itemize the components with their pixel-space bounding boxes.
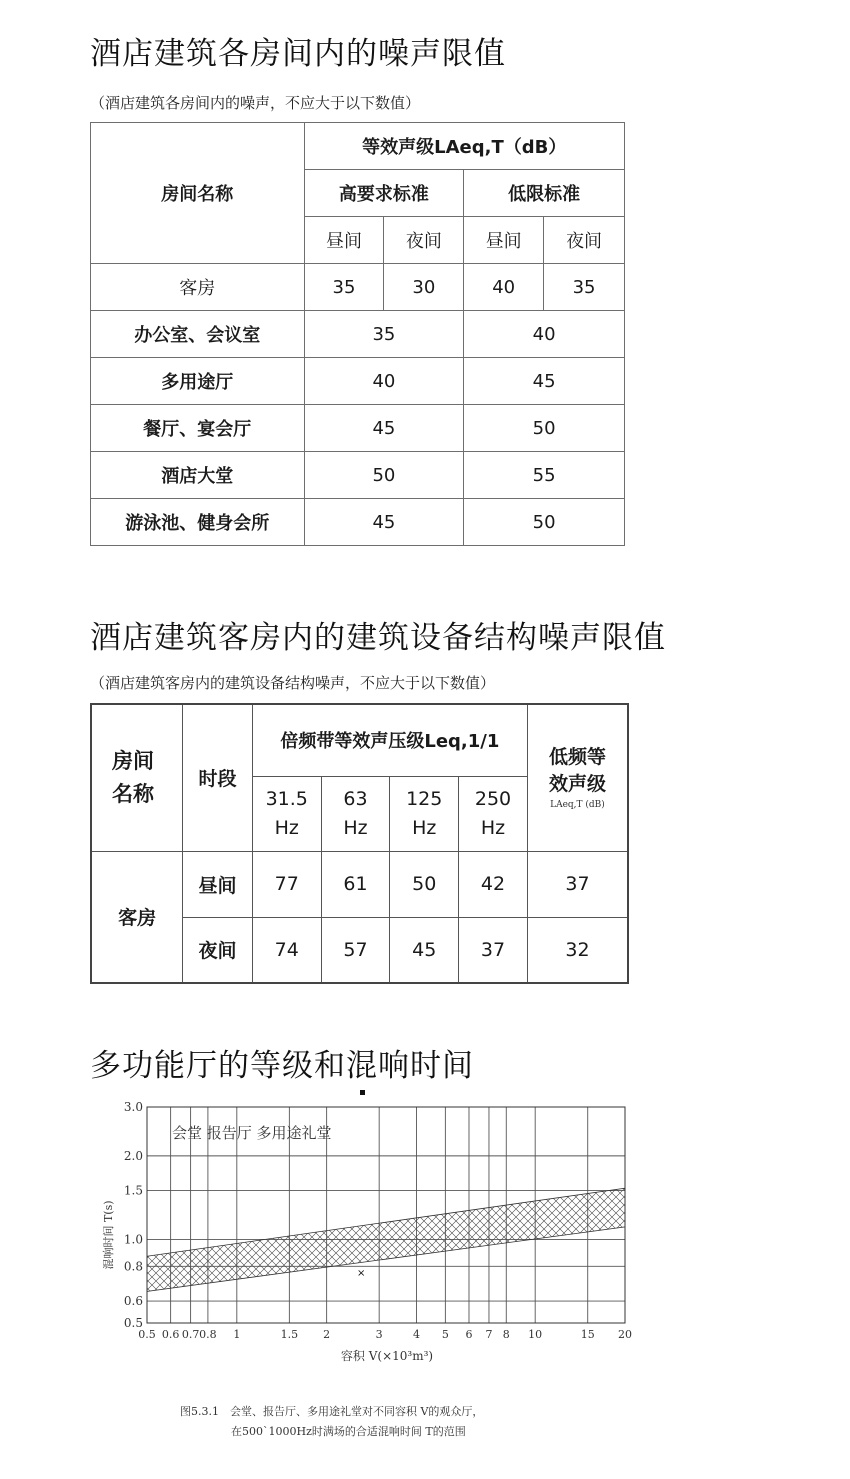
freq-header: [321, 776, 390, 851]
section1-title: 酒店建筑各房间内的噪声限值: [90, 36, 506, 72]
cell-value: 40: [464, 264, 544, 311]
y-tick-label: 0.6: [123, 1294, 143, 1309]
x-tick-label: 7: [485, 1328, 493, 1341]
cell-value: 50: [390, 851, 459, 917]
cell-value: 45: [304, 499, 464, 546]
y-tick-label: 1.0: [123, 1232, 143, 1247]
cell-value: 37: [459, 917, 528, 983]
section2-note: （酒店建筑客房内的建筑设备结构噪声，不应大于以下数值）: [90, 674, 496, 692]
cell-value: 45: [304, 405, 464, 452]
cell-value: 55: [464, 452, 625, 499]
header-night: 夜间: [384, 217, 464, 264]
freq-value: 250: [474, 787, 512, 810]
freq-value: 63: [343, 787, 368, 810]
header-night: 夜间: [544, 217, 625, 264]
header-low-frequency-line1: 低频等: [548, 745, 606, 768]
x-tick-label: 1: [233, 1328, 241, 1341]
row-name: 多用途厅: [91, 358, 305, 405]
cell-value: 50: [304, 452, 464, 499]
cell-value: 45: [464, 358, 625, 405]
header-level-group: 等效声级LAeq,T（dB）: [304, 123, 624, 170]
marker-square: [360, 1090, 365, 1095]
table-row: [91, 452, 625, 499]
section1-note: （酒店建筑各房间内的噪声，不应大于以下数值）: [90, 94, 421, 112]
header-day: 昼间: [304, 217, 384, 264]
cell-value: 30: [384, 264, 464, 311]
row-name: 酒店大堂: [91, 452, 305, 499]
cell-value: 50: [464, 405, 625, 452]
x-tick-label: 10: [528, 1328, 543, 1341]
y-tick-label: 1.5: [123, 1183, 143, 1198]
cell-value: 35: [544, 264, 625, 311]
x-tick-label: 3: [375, 1328, 383, 1341]
row-name: 游泳池、健身会所: [91, 499, 305, 546]
header-room-name-line1: 房间: [112, 748, 154, 773]
y-tick-label: 3.0: [123, 1100, 143, 1114]
x-axis-label: 容积 V(×10³m³): [340, 1349, 434, 1363]
freq-header: [252, 776, 321, 851]
y-tick-label: 0.5: [123, 1316, 143, 1330]
x-tick-label: 4: [412, 1328, 420, 1341]
cell-value: 35: [304, 311, 464, 358]
room-name: 客房: [91, 851, 183, 983]
period-label: 昼间: [183, 851, 253, 917]
x-tick-label: 6: [465, 1328, 473, 1341]
freq-header: [390, 776, 459, 851]
chart-title: 会堂 报告厅 多用途礼堂: [172, 1124, 332, 1142]
cross-mark: ×: [357, 1268, 366, 1279]
cell-value: 32: [527, 917, 628, 983]
header-octave-band: 倍频带等效声压级Leq,1/1: [252, 704, 527, 776]
cell-value: 37: [527, 851, 628, 917]
header-room-name: 房间名称: [91, 123, 305, 264]
freq-unit: Hz: [412, 816, 437, 839]
header-period: 时段: [183, 704, 253, 851]
table-row: [91, 358, 625, 405]
row-name: 办公室、会议室: [91, 311, 305, 358]
table-row: [91, 499, 625, 546]
cell-value: 40: [464, 311, 625, 358]
cell-value: 40: [304, 358, 464, 405]
table-row: [91, 311, 625, 358]
table-row: [91, 851, 628, 917]
figure-caption-line2: 在500`1000Hz时满场的合适混响时间 T的范围: [231, 1425, 466, 1438]
header-low-frequency-unit: LAeq,T (dB): [550, 799, 605, 810]
x-tick-label: 1.5: [280, 1328, 299, 1341]
cell-value: 35: [304, 264, 384, 311]
row-name: 餐厅、宴会厅: [91, 405, 305, 452]
cell-value: 77: [252, 851, 321, 917]
table-row: [91, 405, 625, 452]
cell-value: 45: [390, 917, 459, 983]
structure-noise-table: [90, 703, 629, 984]
freq-unit: Hz: [274, 816, 299, 839]
cell-value: 74: [252, 917, 321, 983]
freq-unit: Hz: [480, 816, 506, 839]
x-tick-label: 8: [502, 1328, 510, 1341]
period-label: 夜间: [183, 917, 253, 983]
section3-title: 多功能厅的等级和混响时间: [90, 1048, 474, 1084]
header-room-name: [91, 704, 183, 851]
section2-title: 酒店建筑客房内的建筑设备结构噪声限值: [90, 620, 666, 656]
x-tick-label: 15: [580, 1328, 595, 1341]
header-high-standard: 高要求标准: [304, 170, 464, 217]
figure-caption-line1: 图5.3.1 会堂、报告厅、多用途礼堂对不同容积 V的观众厅，: [180, 1405, 484, 1418]
cell-value: 61: [321, 851, 390, 917]
reverberation-chart: [0, 1085, 850, 1465]
x-tick-label: 2: [323, 1328, 331, 1341]
row-name: 客房: [91, 264, 305, 311]
freq-unit: Hz: [343, 816, 368, 839]
header-room-name-line2: 名称: [112, 781, 154, 806]
y-axis-label: 混响时间 T(s): [102, 1200, 115, 1270]
header-low-standard: 低限标准: [464, 170, 625, 217]
table-row: [91, 264, 625, 311]
cell-value: 42: [459, 851, 528, 917]
y-tick-label: 0.8: [123, 1259, 143, 1274]
header-day: 昼间: [464, 217, 544, 264]
x-tick-labels: [138, 1328, 632, 1341]
x-tick-label: 0.8: [199, 1328, 217, 1341]
x-tick-label: 0.6: [161, 1328, 180, 1341]
y-tick-labels: [124, 1100, 143, 1330]
cell-value: 50: [464, 499, 625, 546]
hotel-room-noise-table: [90, 122, 625, 546]
x-tick-label: 0.5: [138, 1328, 156, 1341]
freq-value: 31.5: [265, 787, 308, 810]
y-tick-label: 2.0: [123, 1148, 143, 1163]
x-tick-label: 20: [618, 1328, 632, 1341]
freq-value: 125: [406, 787, 443, 810]
x-tick-label: 5: [441, 1328, 449, 1341]
header-low-frequency: [527, 704, 628, 851]
header-low-frequency-line2: 效声级: [548, 772, 606, 795]
x-tick-label: 0.7: [181, 1328, 200, 1341]
cell-value: 57: [321, 917, 390, 983]
freq-header: [459, 776, 528, 851]
